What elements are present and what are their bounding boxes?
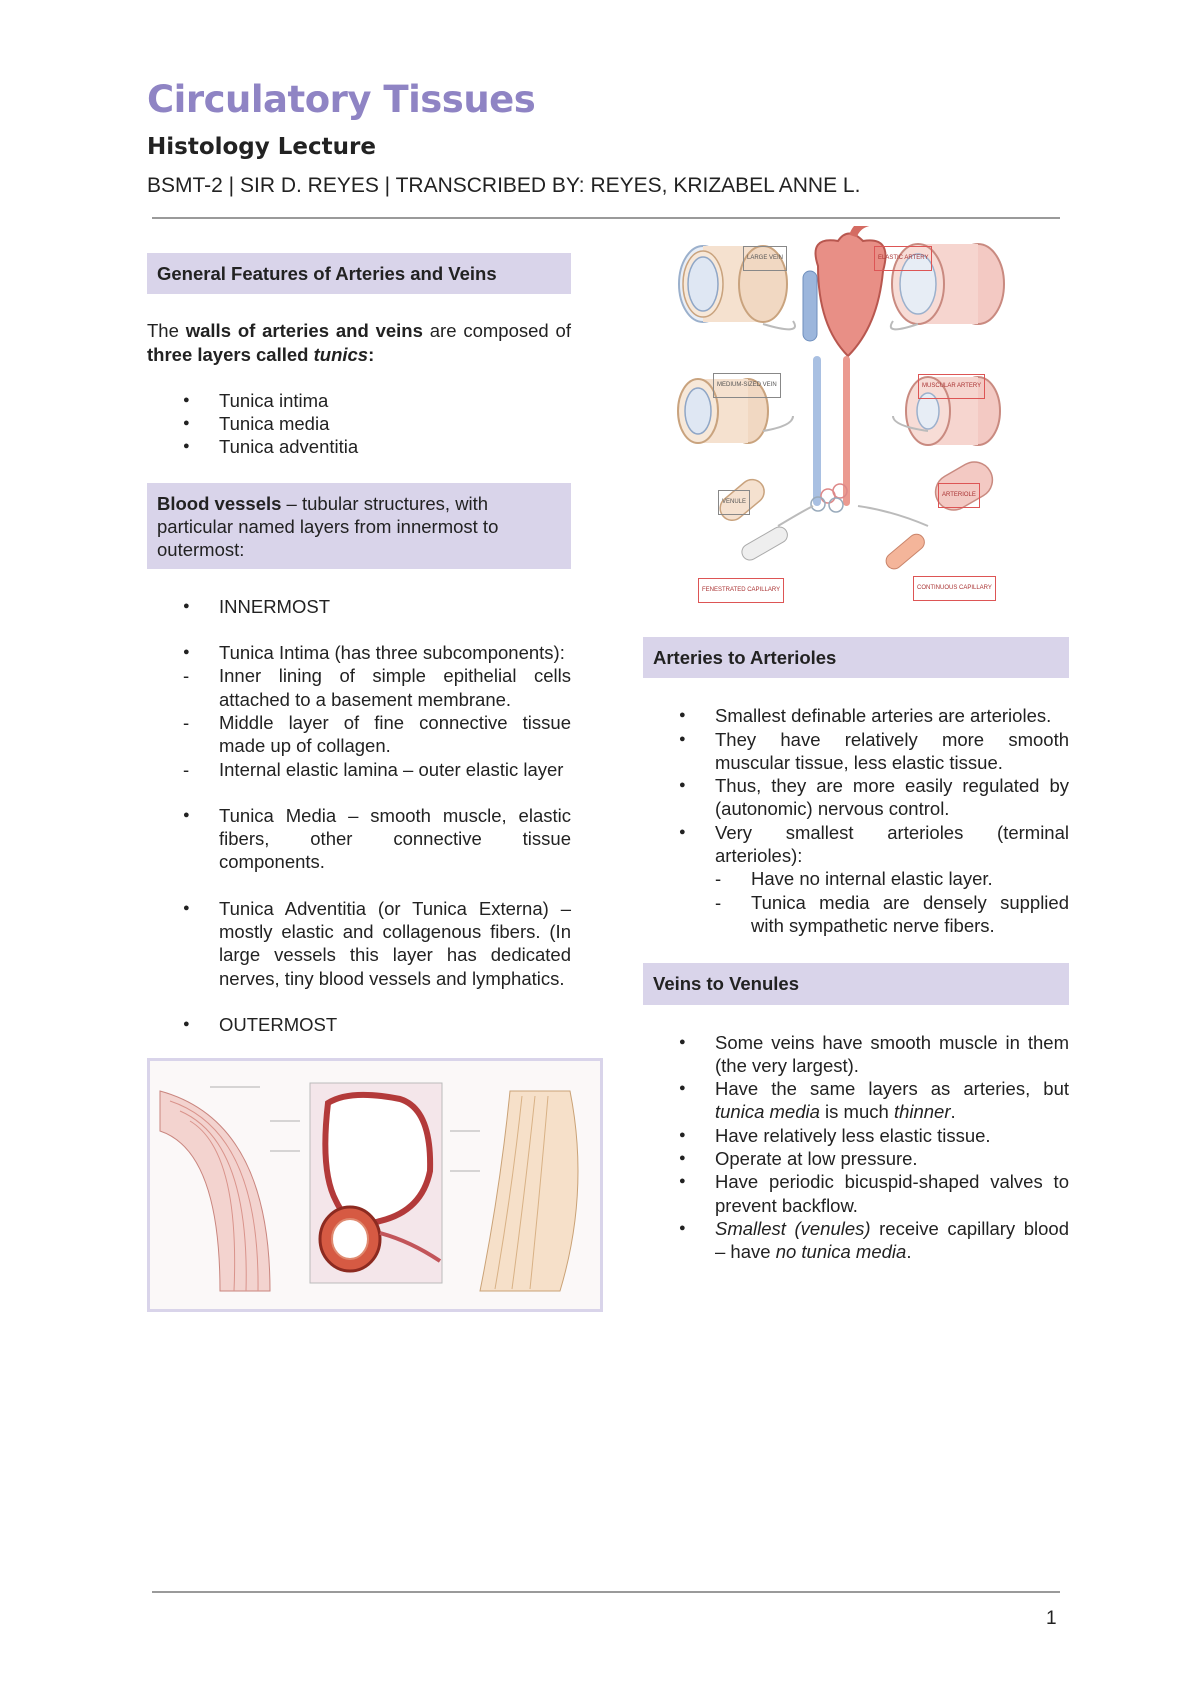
left-column <box>147 253 571 1312</box>
list-item: ● Tunica adventitia <box>147 435 571 458</box>
intima-subcomponents <box>147 664 571 780</box>
venule-italic: thinner <box>893 1101 951 1123</box>
list-item: ● Tunica Intima (has three subcomponents): <box>147 641 571 664</box>
tag-continuous-capillary: CONTINUOUS CAPILLARY <box>913 576 996 601</box>
artery-vein-micrograph <box>147 1058 603 1312</box>
list-item: ● Operate at low pressure. <box>643 1147 1069 1170</box>
tag-large-vein: LARGE VEIN <box>743 246 787 271</box>
venule-italic: Smallest (venules) <box>715 1217 871 1239</box>
layers-list-2 <box>147 804 571 1036</box>
vessel-types-illustration <box>643 226 1069 616</box>
blood-vessel-types-figure <box>643 226 1069 616</box>
list-item: - Inner lining of simple epithelial cells attached to a basement membrane. <box>147 664 571 711</box>
list-item: - Have no internal elastic layer. <box>679 867 1069 890</box>
tunics-list <box>147 389 571 459</box>
list-item: ● Tunica Media – smooth muscle, elastic fibers, other connective tissue components. <box>147 804 571 874</box>
list-item: ● OUTERMOST <box>147 1013 571 1036</box>
tag-venule: VENULE <box>718 490 750 515</box>
intro-bold-1: walls of arteries and veins <box>185 320 423 342</box>
right-column <box>643 226 1069 1264</box>
tag-muscular-artery: MUSCULAR ARTERY <box>918 374 985 399</box>
list-item: ● Thus, they are more easily regulated by (autonomic) nervous control. <box>643 774 1069 821</box>
tag-arteriole: ARTERIOLE <box>938 483 980 508</box>
venule-text: receive capillary blood – have <box>715 1217 1069 1263</box>
intro-bold-3: : <box>368 343 375 365</box>
page-subtitle: Histology Lecture <box>147 134 376 160</box>
list-item <box>643 1217 1069 1264</box>
venule-text: is much <box>819 1101 894 1123</box>
venule-text: . <box>950 1101 956 1123</box>
intro-bold-italic: tunics <box>313 343 369 365</box>
bottom-divider <box>152 1591 1060 1593</box>
list-item: ● Have relatively less elastic tissue. <box>643 1124 1069 1147</box>
heading-arteries-to-arterioles: Arteries to Arterioles <box>643 637 1069 678</box>
tag-elastic-artery: ELASTIC ARTERY <box>874 246 932 271</box>
tag-fenestrated-capillary: FENESTRATED CAPILLARY <box>698 578 784 603</box>
list-item: ● Tunica media <box>147 412 571 435</box>
list-item: ● They have relatively more smooth muscular tissue, less elastic tissue. <box>643 728 1069 775</box>
list-item: ● Tunica Adventitia (or Tunica Externa) – mostly elastic and collagenous fibers. (In large vessels this layer has dedicated nerves, tiny blood vessels and lymphatics. <box>147 897 571 990</box>
venule-italic: tunica media <box>715 1101 820 1123</box>
blood-vessels-definition: – tubular structures, with particular named layers from innermost to outermost: <box>157 492 499 560</box>
venule-italic: no tunica media <box>775 1241 907 1263</box>
list-item: ● Some veins have smooth muscle in them (the very largest). <box>643 1031 1069 1078</box>
list-item: ● Smallest definable arteries are arterioles. <box>643 704 1069 727</box>
layers-list <box>147 595 571 665</box>
list-item: - Tunica media are densely supplied with sympathetic nerve fibers. <box>679 891 1069 938</box>
heading-general-features: General Features of Arteries and Veins <box>147 253 571 294</box>
list-item: ● Very smallest arterioles (terminal arterioles): <box>643 821 1069 868</box>
list-item: ● Have periodic bicuspid-shaped valves to prevent backflow. <box>643 1170 1069 1217</box>
byline: BSMT-2 | SIR D. REYES | TRANSCRIBED BY: REYES, KRIZABEL ANNE L. <box>147 174 861 197</box>
blood-vessels-box <box>147 483 571 569</box>
blood-vessels-term: Blood vessels <box>157 492 282 514</box>
micrograph-illustration <box>150 1061 600 1309</box>
list-item: - Middle layer of fine connective tissue made up of collagen. <box>147 711 571 758</box>
tag-medium-vein: MEDIUM-SIZED VEIN <box>713 373 781 398</box>
arterioles-list <box>643 704 1069 867</box>
intro-text-2: are composed of <box>422 320 571 342</box>
terminal-arterioles-list <box>643 867 1069 937</box>
top-divider <box>152 217 1060 219</box>
intro-text-1: The <box>147 320 186 342</box>
intro-bold-2: three layers called <box>147 343 314 365</box>
page-title: Circulatory Tissues <box>147 78 536 121</box>
venule-text: . <box>906 1241 912 1263</box>
heading-veins-to-venules: Veins to Venules <box>643 963 1069 1004</box>
page-number: 1 <box>1046 1608 1057 1629</box>
venule-text: Have the same layers as arteries, but <box>715 1078 1069 1100</box>
list-item: - Internal elastic lamina – outer elastic layer <box>147 758 571 781</box>
list-item: ● Tunica intima <box>147 389 571 412</box>
list-item <box>643 1077 1069 1124</box>
venules-list <box>643 1031 1069 1264</box>
list-item: ● INNERMOST <box>147 595 571 618</box>
intro-paragraph <box>147 319 571 366</box>
